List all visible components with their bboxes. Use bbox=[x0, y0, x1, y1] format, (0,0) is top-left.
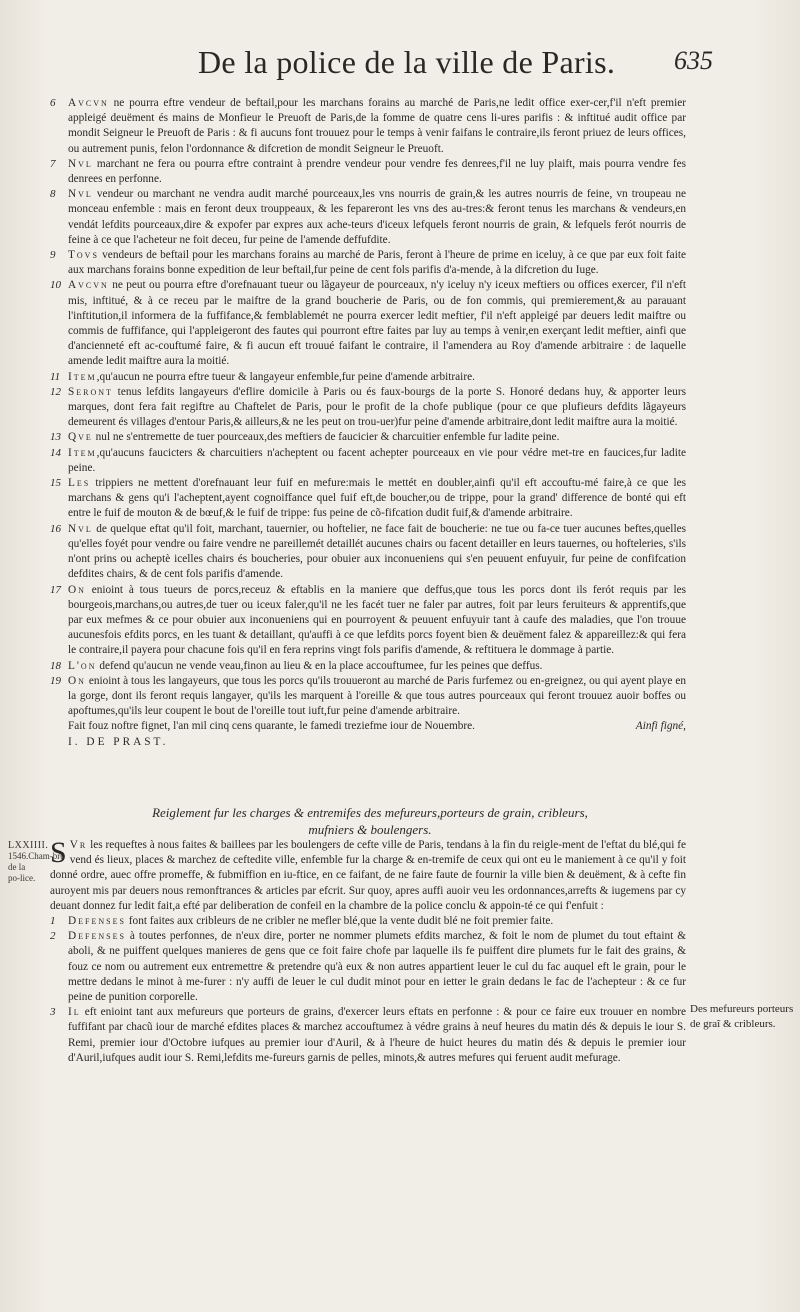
article-text: marchant ne fera ou pourra eftre contraint à prendre vendeur pour vendre fes denrees,f'il ne luy plaift, mais pourra vendre fes denrees en perfonne. bbox=[68, 157, 686, 186]
article-lead: Item bbox=[68, 370, 97, 383]
section-title bbox=[90, 804, 650, 838]
article-lead: Avcvn bbox=[68, 97, 109, 109]
margin-note: 1546.Cham‑bre de la po‑lice. bbox=[8, 851, 65, 883]
article-10 bbox=[50, 278, 686, 369]
article-number: 9 bbox=[50, 249, 56, 262]
article-lead: Defenses bbox=[68, 930, 126, 943]
regulation-article-2 bbox=[50, 929, 686, 1005]
article-text: ,qu'aucun ne pourra eftre tueur & langayeur enfemble,fur peine d'amende arbitraire. bbox=[96, 370, 475, 383]
article-number: 3 bbox=[50, 1006, 56, 1019]
article-number: 17 bbox=[50, 583, 61, 596]
article-lead: On bbox=[68, 583, 86, 596]
article-number: 19 bbox=[50, 674, 61, 687]
article-number: 12 bbox=[50, 385, 61, 398]
article-number: 10 bbox=[50, 279, 61, 292]
article-number: 15 bbox=[50, 477, 61, 490]
left-margin-note bbox=[8, 840, 65, 884]
section-number: LXXIIII. bbox=[8, 840, 49, 851]
article-lead: Defenses bbox=[68, 915, 126, 928]
regulation-article-1 bbox=[50, 914, 686, 929]
article-18 bbox=[50, 659, 686, 674]
article-text: à toutes perfonnes, de n'eux dire, porter ne nommer plumets efdits marchez, & foit le nom de plumet du tout eftaint & aboli, & ne puiffent quelques manieres de gens que ce foit faire chofe par laquelle ils fe puiffent dire plumets fur le fait des grains, & fouz ce nom ou autrement eux entremettre & pretendre qu'à eux & non autres appartient leuer le cul du fac auquel eft le grain, pour le mettre dedans le minot à me‑furer : n'y auffi de leuer le cul dudit minot pour en ietter le grain dedans le fac de l'achepteur : & ce fur peine de punition corporelle. bbox=[68, 930, 686, 1004]
article-number: 2 bbox=[50, 930, 56, 943]
article-13 bbox=[50, 430, 686, 445]
right-margin-note: Des mefureurs porteurs de graĩ & cribleurs. bbox=[690, 1003, 794, 1030]
article-number: 18 bbox=[50, 659, 61, 672]
article-number: 6 bbox=[50, 97, 56, 109]
article-text: vendeurs de beftail pour les marchans forains au marché de Paris, feront à l'heure de prime en iceluy, à ce que par eux foit faite aux marchans forains bonne expedition de leur beftail,fur peine de cent fols parifis d'a‑mende, à la difcretion du Iuge. bbox=[68, 249, 686, 277]
running-title: De la police de la ville de Paris. bbox=[198, 44, 616, 80]
article-text: ne pourra eftre vendeur de beftail,pour les marchans forains au marché de Paris,ne ledit office exer‑cer,f'il n'eft premier appleigé deuëment és mains de Monfieur le Preuoft de Paris,de la fomme de quatre cens li‑ures parifis : & inftitué audit office par mondit Seigneur le Preuoft de Paris : & fi aucuns font trouuez pour le temps à venir faifans le contraire,ils feront priuez de leurs offices, ou autrement punis, felon l'ordonnance & difcretion de mondit Seigneur le Preuoft. bbox=[68, 97, 686, 155]
article-19 bbox=[50, 674, 686, 720]
article-7 bbox=[50, 157, 686, 187]
section-title-line-2: mufniers & boulengers. bbox=[308, 822, 432, 837]
article-number: 7 bbox=[50, 157, 56, 170]
article-lead: Avcvn bbox=[68, 279, 109, 292]
article-number: 8 bbox=[50, 188, 56, 201]
signature-attestation: Ainfi figné, bbox=[635, 720, 686, 733]
article-lead: L'on bbox=[68, 659, 97, 672]
article-lead: Nvl bbox=[68, 522, 93, 535]
page-number: 635 bbox=[674, 46, 713, 75]
article-number: 1 bbox=[50, 915, 56, 928]
article-lead: Item bbox=[68, 446, 97, 459]
intro-lead: Vr bbox=[69, 839, 88, 851]
article-lead: Nvl bbox=[68, 188, 93, 201]
article-text: trippiers ne mettent d'orefnauant leur fuif en mefure:mais le mettét en doubler,ainfi qu'il eft accouftu‑mé faire,à ce que les marchans & gens qu'i l'acheptent,ayent cognoiffance quel fuif eft,de boucher,ou de trippe, pour la grand' difference de bonté qui eft entre le fuif de mouton & de bœuf,& le fuif de trippe: fus peine de cõ‑fifcation dudit fuif,& d'amende arbitraire. bbox=[68, 477, 686, 520]
article-text: nul ne s'entremette de tuer pourceaux,des meftiers de faucicier & charcuitier enfemble fur ladite peine. bbox=[92, 431, 560, 444]
article-number: 16 bbox=[50, 522, 61, 535]
article-number: 13 bbox=[50, 431, 61, 444]
article-12 bbox=[50, 385, 686, 431]
article-text: font faites aux cribleurs de ne cribler ne mefler blé,que la vente dudit blé ne foit premier faite. bbox=[125, 915, 554, 928]
article-lead: On bbox=[68, 674, 86, 687]
article-number: 11 bbox=[50, 370, 61, 383]
article-16 bbox=[50, 522, 686, 583]
article-lead: Tovs bbox=[68, 249, 99, 262]
article-8 bbox=[50, 187, 686, 248]
intro-text: les requeftes à nous faites & baillees par les boulengers de cefte ville de Paris, tendans à la fin du reigle‑ment de l'eftat du blé,qui fe vend és lieux, places & marchez de ceftedite ville, enfemble fur la charge & en‑tremife de ceux qui ont eu le maniement à ce qu'il y foit donné ordre, auec offre promeffe, & fubmiffion en iu‑ftice, en ce faifant, de ne faire faute de fournir la ville bien & deuëment, & à cefte fin auroyent mis par deuers nous remonftrances & articles par efcrit. Sur quoy, apres auffi auoir veu les ordonnances,arrefts & iugemens par cy deuant donnez fur ledit fait,a efté par deliberation de confeil en la chambre de la police conclu & appoin‑té ce qui f'enfuit : bbox=[50, 839, 686, 912]
article-text: ne peut ou pourra eftre d'orefnauant tueur ou lãgayeur de pourceaux, n'y iceluy n'y iceux meftiers ou offices exercer, f'il n'eft mis, inftitué, & à ce receu par le maiftre de la grand boucherie de Paris, ou de fon commis, qui premierement,& au parauant l'inftitution,il informera de la fuffifance,& femblablemét ne pourra exercer ledit meftier, f'il n'eft appleigé par deuers ledit maiftre ou commis de fuffifance, qui l'appleigeront des fautes qui pourront eftre faites par luy au temps à venir,en exerçant ledit meftier, ainfi que d'ancienneté eft ac‑couftumé faire, & fi aucun eft trouué faifant le contraire, il l'amendera au Roy d'amende arbitraire : de laquelle amende ledit maiftre aura la moitié. bbox=[68, 279, 686, 368]
section-title-line-1: Reiglement fur les charges & entremifes des mefureurs,porteurs de grain, cribleurs, bbox=[152, 805, 588, 820]
article-14 bbox=[50, 446, 686, 476]
article-lead: Nvl bbox=[68, 157, 93, 170]
article-17 bbox=[50, 583, 686, 659]
article-lead: Les bbox=[68, 477, 91, 490]
article-text: defend qu'aucun ne vende veau,finon au lieu & en la place accouftumee, fur les peines que deffus. bbox=[96, 659, 543, 672]
article-text: tenus lefdits langayeurs d'eflire domicile à Paris ou és faux-bourgs de la porte S. Honoré dedans huy, & apporter leurs marques, dont fera fait regiftre au Chaftelet de Paris, pour le profit de la chofe publique (pour ce que plufieurs defdits lãgayeurs demeurent és villages d'entour Paris,& ailleurs,& ne les peut on trou‑uer)fur peine d'amende arbitraire,dont ledit maiftre aura la moitié. bbox=[68, 385, 686, 429]
regulation-article-3 bbox=[50, 1005, 686, 1066]
article-number: 14 bbox=[50, 446, 61, 459]
ordinance-text bbox=[50, 96, 686, 750]
article-15 bbox=[50, 476, 686, 522]
regulation-intro bbox=[50, 838, 686, 914]
article-9 bbox=[50, 248, 686, 278]
signature-text: Fait fouz noftre fignet, l'an mil cinq cens quarante, le famedi treziefme iour de Nouembre. bbox=[68, 720, 475, 733]
article-lead: Il bbox=[68, 1006, 81, 1019]
regulation-text bbox=[50, 838, 686, 1066]
article-11 bbox=[50, 370, 686, 385]
article-text: enioint à tous tueurs de porcs,receuz & eftablis en la maniere que deffus,que tous les porcs dont ils ferót requis par les bourgeois,marchans,ou autres,de tuer ou iceux faler,qu'il ne les facét tuer ne faler par autres, foit par leurs feruiteurs & apprentifs,que par eux mefmes & ce pour obuier aux inconueniens qui en pourroyent & peuuent enfuyuir tant à caufe des maladies, que l'on trouue aucunesfois efdits porcs, en les tuant & detaillant, qu'auffi à ce que lefdits porcs foyent bien & deuëment falez & appareillez:& qui fera le contraire,il payera pour chacune fois qu'il en fera reprins vingt fols parifis d'amende, & reftituera le dommage à partie. bbox=[68, 583, 686, 657]
article-text: eft enioint tant aux mefureurs que porteurs de grains, d'exercer leurs eftats en perfonne : & pour ce faire eux trouuer en nombre fuffifant par chacũ iour de marché efdites places & marchez accouftumez à védre grains à neuf heures du matin dés & depuis le iour S. Remi, premier iour d'Octobre iufques au premier iour d'Auril, & à l'heure de huict heures du matin dés & depuis le premier iour d'Auril,iufques audit iour S. Remi,lefdits me‑fureurs garnis de pelles, minots,& autres mefures qui feruent audit mefurage. bbox=[68, 1006, 686, 1064]
article-lead: Seront bbox=[68, 385, 113, 398]
signatory-name: I. DE PRAST. bbox=[68, 735, 169, 748]
article-text: ,qu'aucuns faucicters & charcuitiers n'acheptent ou facent achepter pourceaux en vie pour védre met‑tre en faucices,fur ladite peine. bbox=[68, 446, 686, 474]
article-lead: Qve bbox=[68, 431, 93, 444]
drop-cap: S bbox=[50, 836, 67, 869]
signature-block bbox=[50, 719, 686, 749]
article-text: vendeur ou marchant ne vendra audit marché pourceaux,les vns nourris de grain,& les autres nourris de feine, vn troupeau ne monceau enfemble : mais en feront deux trouppeaux, & les fepareront les vns des au‑tres:& feront tenus les marchans & vendeurs,en vendát lefdits pourceaux,dire & expofer par expres aux ache‑teurs d'iceux lefquels feront nourris de grain, & lefquels ferót nourris de feine à ce que l'acheteur ne foit deceu, fur peine de l'amende deffufdite. bbox=[68, 188, 686, 246]
article-6 bbox=[50, 96, 686, 157]
article-text: de quelque eftat qu'il foit, marchant, tauernier, ou hoftelier, ne face fait de boucherie: ne tue ou fa‑ce tuer aucunes beftes,quelles qu'elles foyét pour vendre ou faire vendre ne pareillemét detaillét aucunes chairs ou facent detailler en leurs tauernes, ou hofteleries, s'ils n'ont prins ou acheptè icelles chairs és boucheries, pour obuier aux inconueniens qui s'en peuuent enfuyuir, fur peine de confifcation defdites chairs, & de cent fols parifis d'amende. bbox=[68, 522, 686, 581]
article-text: enioint à tous les langayeurs, que tous les porcs qu'ils trouueront au marché de Paris furfemez ou en‑greignez, ou qui ayent playe en la gorge, dont ils feront requis langayer, qu'ils les marquent à l'oreille & que tous autres pourceaux qui feront trouuez auoir boffes ou apoftumes,qu'ils leur coupent le bout de l'oreille tout iuft,fur peine d'amende arbitraire. bbox=[68, 674, 686, 718]
page-header bbox=[0, 44, 800, 92]
